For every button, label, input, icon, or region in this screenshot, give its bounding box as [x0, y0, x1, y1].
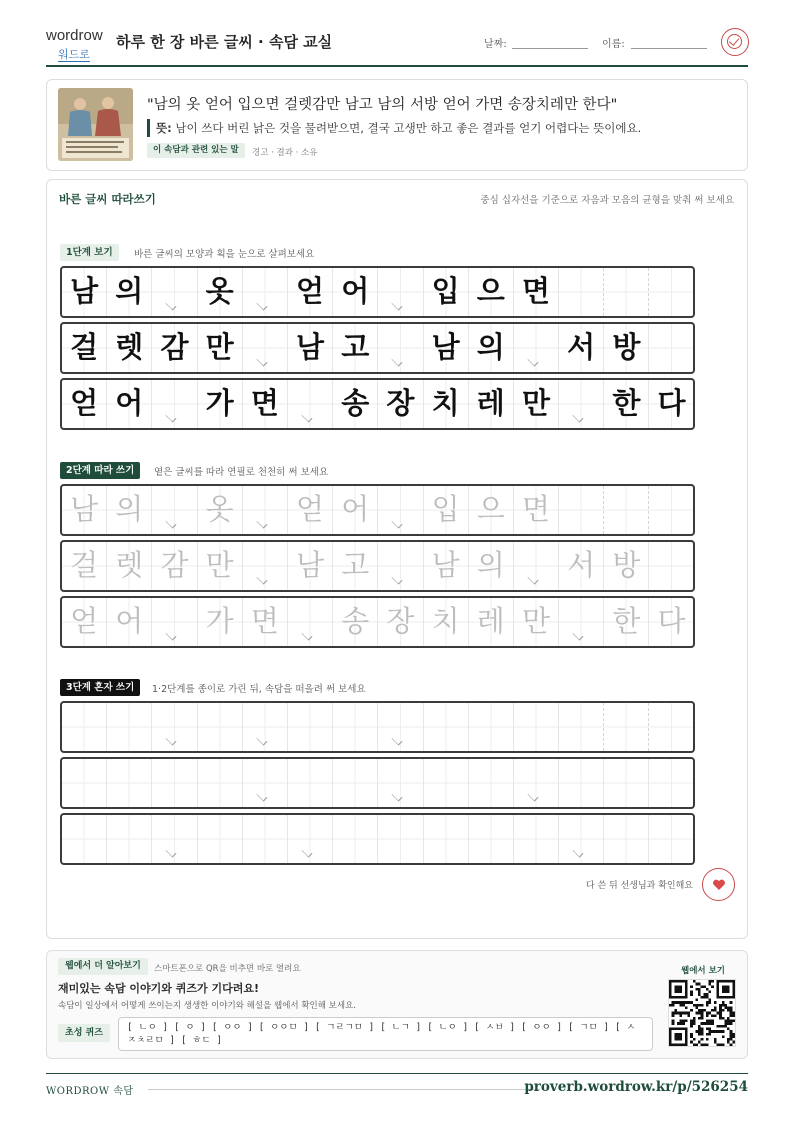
writing-cell[interactable]: [604, 703, 649, 751]
name-field[interactable]: [631, 48, 707, 49]
space-mark-icon: [166, 412, 177, 423]
writing-cell[interactable]: [649, 703, 694, 751]
writing-cell[interactable]: [649, 759, 694, 807]
writing-cell: [243, 324, 288, 372]
writing-cell[interactable]: [649, 815, 694, 863]
writing-cell[interactable]: [107, 542, 152, 590]
writing-cell: [243, 268, 288, 316]
writing-cell[interactable]: [469, 486, 514, 534]
character: 어: [341, 274, 370, 308]
writing-cell: [469, 268, 514, 316]
proverb-meaning: [156, 120, 641, 136]
meaning-accent-bar: [147, 119, 150, 137]
writing-cell: [649, 324, 694, 372]
writing-cell[interactable]: [514, 815, 559, 863]
character: 방: [612, 330, 641, 364]
writing-cell[interactable]: [333, 815, 378, 863]
writing-cell: [288, 324, 333, 372]
date-label: 날짜:: [484, 39, 507, 50]
writing-cell[interactable]: [649, 542, 694, 590]
writing-cell[interactable]: [559, 759, 604, 807]
character: 만: [521, 604, 550, 638]
space-mark-icon: [166, 630, 177, 641]
writing-cell[interactable]: [62, 598, 107, 646]
related-words: 경고 · 결과 · 소유: [252, 148, 318, 158]
writing-cell[interactable]: [107, 815, 152, 863]
character: 면: [250, 604, 279, 638]
character: 으: [476, 492, 505, 526]
writing-cell[interactable]: [378, 542, 423, 590]
character: 가: [205, 604, 234, 638]
writing-cell[interactable]: [424, 598, 469, 646]
writing-cell[interactable]: [559, 486, 604, 534]
writing-cell: [62, 380, 107, 428]
character: 얻: [296, 274, 325, 308]
writing-cell[interactable]: [107, 703, 152, 751]
writing-cell[interactable]: [152, 486, 197, 534]
writing-cell[interactable]: [514, 759, 559, 807]
writing-cell: [243, 380, 288, 428]
space-mark-icon: [166, 518, 177, 529]
writing-cell: [152, 268, 197, 316]
qr-label: 웹에서 보기: [681, 966, 726, 976]
space-mark-icon: [392, 735, 403, 746]
writing-cell: [514, 324, 559, 372]
character: 입: [431, 492, 460, 526]
character: 고: [341, 548, 370, 582]
page-title: 하루 한 장 바른 글씨 · 속담 교실: [116, 33, 333, 51]
writing-cell[interactable]: [649, 486, 694, 534]
writing-cell[interactable]: [514, 542, 559, 590]
character: 치: [431, 386, 460, 420]
writing-cell[interactable]: [469, 815, 514, 863]
character: 의: [115, 274, 144, 308]
check-seal-icon: [721, 28, 749, 56]
logo-sub-text: 워드로: [58, 48, 90, 61]
web-desc: 속담이 일상에서 어떻게 쓰이는지 생생한 이야기와 해설을 웹에서 확인해 보세요.: [58, 1001, 356, 1011]
character: 한: [612, 386, 641, 420]
writing-cell[interactable]: [604, 598, 649, 646]
writing-cell[interactable]: [378, 703, 423, 751]
character: 만: [521, 386, 550, 420]
writing-cell: [514, 380, 559, 428]
space-mark-icon: [392, 300, 403, 311]
writing-cell[interactable]: [62, 759, 107, 807]
character: 어: [341, 492, 370, 526]
step3-desc: 1·2단계를 종이로 가린 뒤, 속담을 떠올려 써 보세요: [152, 684, 366, 695]
web-sub: 스마트폰으로 QR을 비추면 바로 열려요: [154, 964, 301, 974]
step2-badge: 2단계 따라 쓰기: [60, 462, 140, 479]
character: 의: [115, 492, 144, 526]
character: 만: [205, 330, 234, 364]
writing-cell[interactable]: [514, 486, 559, 534]
space-mark-icon: [301, 412, 312, 423]
blank-row[interactable]: [60, 701, 695, 753]
writing-cell: [378, 324, 423, 372]
character: 레: [476, 386, 505, 420]
character: 남: [296, 548, 325, 582]
writing-cell: [424, 268, 469, 316]
writing-cell: [198, 324, 243, 372]
writing-cell: [559, 380, 604, 428]
writing-cell: [604, 324, 649, 372]
writing-cell: [333, 380, 378, 428]
writing-cell[interactable]: [424, 815, 469, 863]
character: 남: [70, 274, 99, 308]
character: 송: [341, 604, 370, 638]
character: 방: [612, 548, 641, 582]
writing-cell: [604, 268, 649, 316]
writing-cell: [198, 380, 243, 428]
proverb-illustration-icon: [58, 88, 133, 161]
space-mark-icon: [256, 791, 267, 802]
writing-cell[interactable]: [604, 759, 649, 807]
blank-row[interactable]: [60, 813, 695, 865]
space-mark-icon: [392, 791, 403, 802]
writing-cell: [469, 380, 514, 428]
writing-cell[interactable]: [514, 703, 559, 751]
writing-cell: [559, 324, 604, 372]
writing-cell: [514, 268, 559, 316]
footer-brand: WORDROW 속담: [46, 1086, 134, 1097]
character: 옷: [205, 492, 234, 526]
practice-hint: 중심 십자선을 기준으로 자음과 모음의 균형을 맞춰 써 보세요: [480, 195, 734, 206]
character: 으: [476, 274, 505, 308]
writing-cell[interactable]: [378, 759, 423, 807]
writing-cell[interactable]: [424, 542, 469, 590]
writing-cell: [198, 268, 243, 316]
web-badge: 웹에서 더 알아보기: [58, 958, 148, 975]
character: 걸: [70, 548, 99, 582]
character: 만: [205, 548, 234, 582]
writing-cell[interactable]: [62, 815, 107, 863]
writing-cell[interactable]: [152, 759, 197, 807]
writing-cell: [469, 324, 514, 372]
header-divider: [46, 65, 748, 67]
writing-cell[interactable]: [198, 759, 243, 807]
space-mark-icon: [256, 574, 267, 585]
writing-cell[interactable]: [288, 703, 333, 751]
space-mark-icon: [256, 356, 267, 367]
character: 의: [476, 330, 505, 364]
writing-cell[interactable]: [424, 759, 469, 807]
character: 면: [250, 386, 279, 420]
space-mark-icon: [256, 300, 267, 311]
character: 렛: [115, 548, 144, 582]
writing-cell: [378, 268, 423, 316]
character: 어: [115, 604, 144, 638]
writing-cell[interactable]: [198, 598, 243, 646]
quiz-badge: 초성 퀴즈: [58, 1024, 110, 1042]
qr-code-icon[interactable]: [668, 979, 736, 1047]
character: 장: [386, 604, 415, 638]
logo-text: wordrow: [46, 27, 103, 44]
writing-cell[interactable]: [152, 703, 197, 751]
writing-cell[interactable]: [424, 703, 469, 751]
writing-cell[interactable]: [333, 598, 378, 646]
name-label: 이름:: [602, 39, 625, 50]
writing-cell[interactable]: [378, 598, 423, 646]
teacher-check-text: 다 쓴 뒤 선생님과 확인해요: [585, 881, 693, 891]
writing-cell[interactable]: [152, 598, 197, 646]
writing-cell[interactable]: [288, 759, 333, 807]
footer-line: [148, 1089, 540, 1090]
writing-cell[interactable]: [559, 542, 604, 590]
quiz-text: [ ㄴㅇ ] [ ㅇ ] [ ㅇㅇ ] [ ㅇㅇㅁ ] [ ㄱㄹㄱㅁ ] [ ㄴㄱ ] [ ㄴㅇ ] [ ㅅㅂ ] [ ㅇㅇ ] [ ㄱㅁ ] [ ㅅㅈㅊㄹㅁ ] [ ㅎㄷ ]: [118, 1017, 653, 1051]
space-mark-icon: [166, 847, 177, 858]
writing-cell[interactable]: [333, 759, 378, 807]
writing-cell[interactable]: [469, 542, 514, 590]
space-mark-icon: [573, 630, 584, 641]
writing-cell[interactable]: [243, 486, 288, 534]
writing-cell: [424, 380, 469, 428]
writing-cell[interactable]: [152, 815, 197, 863]
space-mark-icon: [166, 300, 177, 311]
writing-cell[interactable]: [198, 486, 243, 534]
writing-cell[interactable]: [243, 598, 288, 646]
heart-seal-icon: [702, 868, 735, 901]
writing-cell[interactable]: [288, 486, 333, 534]
character: 다: [657, 386, 686, 420]
practice-title: 바른 글씨 따라쓰기: [59, 192, 156, 206]
character: 렛: [115, 330, 144, 364]
writing-cell: [604, 380, 649, 428]
space-mark-icon: [527, 356, 538, 367]
writing-cell: [107, 380, 152, 428]
character: 치: [431, 604, 460, 638]
character: 옷: [205, 274, 234, 308]
example-row: [60, 266, 695, 318]
writing-cell[interactable]: [243, 703, 288, 751]
character: 얻: [70, 604, 99, 638]
writing-cell[interactable]: [649, 598, 694, 646]
writing-cell[interactable]: [378, 815, 423, 863]
writing-cell[interactable]: [62, 542, 107, 590]
writing-cell: [152, 324, 197, 372]
writing-cell[interactable]: [62, 486, 107, 534]
step1-badge: 1단계 보기: [60, 244, 119, 261]
writing-cell[interactable]: [514, 598, 559, 646]
writing-cell: [333, 268, 378, 316]
space-mark-icon: [392, 356, 403, 367]
writing-cell: [107, 268, 152, 316]
space-mark-icon: [392, 574, 403, 585]
proverb-text: "남의 옷 얻어 입으면 걸렛감만 남고 남의 서방 얻어 가면 송장치레만 한다": [147, 97, 618, 113]
character: 면: [521, 492, 550, 526]
writing-cell[interactable]: [469, 598, 514, 646]
example-row: [60, 322, 695, 374]
footer-divider: [46, 1073, 748, 1074]
writing-cell[interactable]: [288, 815, 333, 863]
space-mark-icon: [301, 630, 312, 641]
character: 감: [160, 330, 189, 364]
writing-cell[interactable]: [243, 759, 288, 807]
space-mark-icon: [573, 847, 584, 858]
writing-cell[interactable]: [243, 542, 288, 590]
writing-cell: [288, 268, 333, 316]
blank-row[interactable]: [60, 757, 695, 809]
meaning-label: 뜻:: [156, 121, 172, 135]
writing-cell[interactable]: [107, 598, 152, 646]
character: 면: [521, 274, 550, 308]
wordrow-logo: [46, 27, 108, 61]
character: 송: [341, 386, 370, 420]
writing-cell: [559, 268, 604, 316]
character: 남: [296, 330, 325, 364]
writing-cell[interactable]: [604, 486, 649, 534]
writing-cell[interactable]: [107, 759, 152, 807]
character: 한: [612, 604, 641, 638]
character: 가: [205, 386, 234, 420]
space-mark-icon: [527, 574, 538, 585]
writing-cell[interactable]: [333, 703, 378, 751]
character: 얻: [70, 386, 99, 420]
space-mark-icon: [166, 735, 177, 746]
writing-cell[interactable]: [107, 486, 152, 534]
related-words-badge: 이 속담과 관련 있는 말: [147, 143, 245, 158]
writing-cell[interactable]: [559, 815, 604, 863]
character: 다: [657, 604, 686, 638]
writing-cell[interactable]: [604, 815, 649, 863]
space-mark-icon: [256, 735, 267, 746]
writing-cell[interactable]: [198, 815, 243, 863]
space-mark-icon: [392, 518, 403, 529]
writing-cell[interactable]: [243, 815, 288, 863]
web-title: 재미있는 속담 이야기와 퀴즈가 기다려요!: [58, 982, 259, 995]
character: 얻: [296, 492, 325, 526]
writing-cell: [288, 380, 333, 428]
space-mark-icon: [301, 847, 312, 858]
writing-cell: [649, 268, 694, 316]
writing-cell: [649, 380, 694, 428]
writing-cell[interactable]: [559, 598, 604, 646]
trace-row[interactable]: [60, 484, 695, 536]
writing-cell: [152, 380, 197, 428]
character: 장: [386, 386, 415, 420]
writing-cell[interactable]: [604, 542, 649, 590]
writing-cell[interactable]: [378, 486, 423, 534]
character: 어: [115, 386, 144, 420]
writing-cell: [378, 380, 423, 428]
writing-cell[interactable]: [198, 703, 243, 751]
space-mark-icon: [527, 791, 538, 802]
writing-cell: [424, 324, 469, 372]
writing-cell: [333, 324, 378, 372]
writing-cell[interactable]: [62, 703, 107, 751]
date-field[interactable]: [512, 48, 588, 49]
writing-cell[interactable]: [469, 759, 514, 807]
step2-desc: 옅은 글씨를 따라 연필로 천천히 써 보세요: [154, 467, 329, 478]
writing-cell[interactable]: [152, 542, 197, 590]
writing-cell[interactable]: [333, 542, 378, 590]
character: 남: [431, 548, 460, 582]
character: 입: [431, 274, 460, 308]
writing-cell[interactable]: [288, 598, 333, 646]
character: 걸: [70, 330, 99, 364]
character: 의: [476, 548, 505, 582]
footer-url[interactable]: proverb.wordrow.kr/p/526254: [524, 1079, 748, 1095]
character: 남: [70, 492, 99, 526]
step1-desc: 바른 글씨의 모양과 획을 눈으로 살펴보세요: [134, 249, 315, 260]
character: 서: [567, 330, 596, 364]
space-mark-icon: [573, 412, 584, 423]
writing-cell[interactable]: [424, 486, 469, 534]
writing-cell[interactable]: [198, 542, 243, 590]
trace-row[interactable]: [60, 596, 695, 648]
writing-cell[interactable]: [469, 703, 514, 751]
character: 남: [431, 330, 460, 364]
writing-cell[interactable]: [333, 486, 378, 534]
writing-cell[interactable]: [559, 703, 604, 751]
writing-cell: [107, 324, 152, 372]
writing-cell[interactable]: [288, 542, 333, 590]
character: 감: [160, 548, 189, 582]
meaning-text: 남이 쓰다 버린 낡은 것을 물려받으면, 결국 고생만 하고 좋은 결과를 얻기 어렵다는 뜻이에요.: [175, 121, 642, 135]
space-mark-icon: [256, 518, 267, 529]
character: 레: [476, 604, 505, 638]
step3-badge: 3단계 혼자 쓰기: [60, 679, 140, 696]
writing-cell: [62, 268, 107, 316]
writing-cell: [62, 324, 107, 372]
trace-row[interactable]: [60, 540, 695, 592]
character: 서: [567, 548, 596, 582]
example-row: [60, 378, 695, 430]
character: 고: [341, 330, 370, 364]
